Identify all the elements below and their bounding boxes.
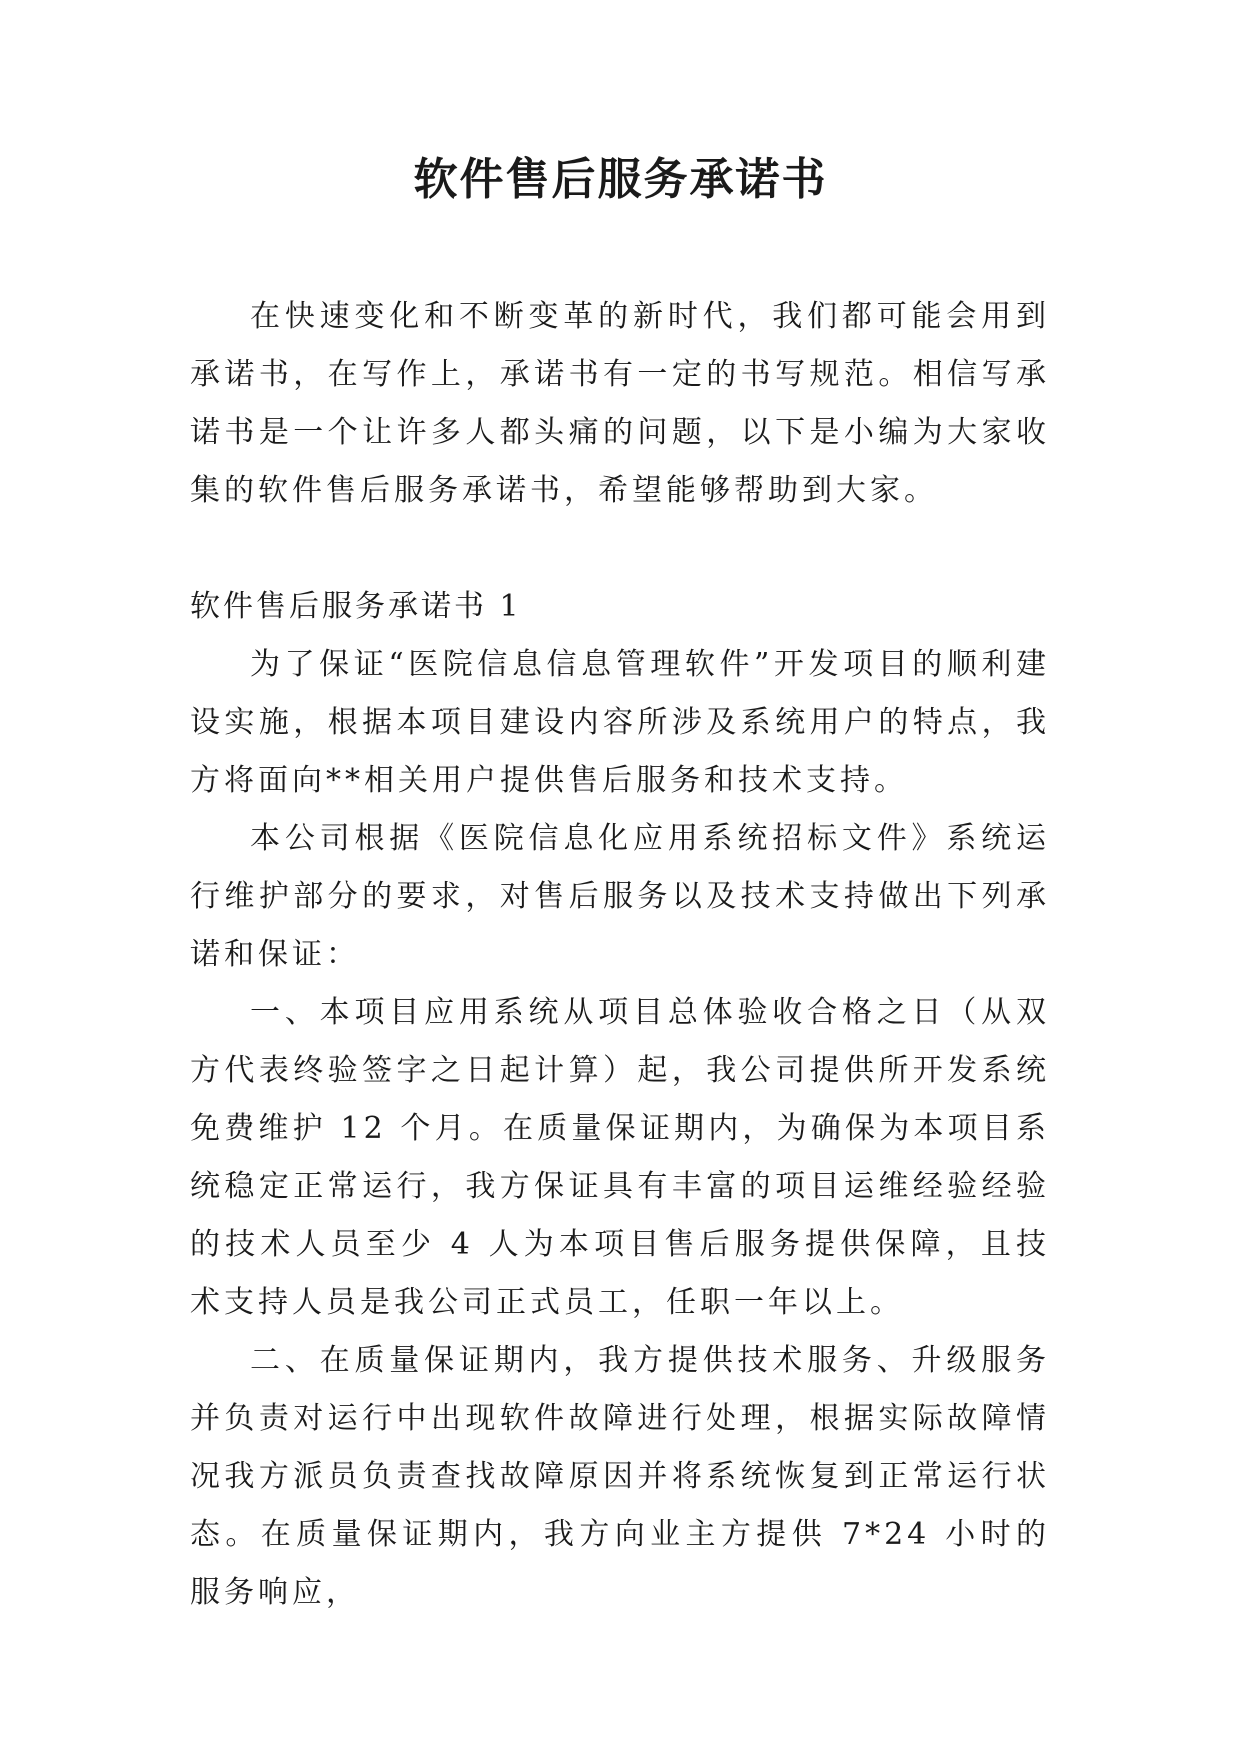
intro-paragraph: 在快速变化和不断变革的新时代，我们都可能会用到承诺书，在写作上，承诺书有一定的书写规范。相信写承诺书是一个让许多人都头痛的问题，以下是小编为大家收集的软件售后服务承诺书，希望能够帮助到大家。 (190, 299, 1050, 508)
document-title: 软件售后服务承诺书 (413, 154, 828, 205)
body-paragraph: 一、本项目应用系统从项目总体验收合格之日（从双方代表终验签字之日起计算）起，我公司提供所开发系统免费维护 12 个月。在质量保证期内，为确保为本项目系统稳定正常运行，我方保证具有丰富的项目运维经验经验的技术人员至少 4 人为本项目售后服务提供保障，且技术支持人员是我公司正式员工，任职一年以上。 (190, 995, 1050, 1320)
section-heading: 软件售后服务承诺书 1 (190, 589, 522, 624)
body-paragraph: 本公司根据《医院信息化应用系统招标文件》系统运行维护部分的要求，对售后服务以及技术支持做出下列承诺和保证： (190, 821, 1050, 972)
body-paragraph: 为了保证“医院信息信息管理软件”开发项目的顺利建设实施，根据本项目建设内容所涉及系统用户的特点，我方将面向**相关用户提供售后服务和技术支持。 (190, 647, 1050, 798)
body-paragraph: 二、在质量保证期内，我方提供技术服务、升级服务并负责对运行中出现软件故障进行处理，根据实际故障情况我方派员负责查找故障原因并将系统恢复到正常运行状态。在质量保证期内，我方向业主方提供 7*24 小时的服务响应， (190, 1343, 1050, 1610)
document-body (190, 288, 1050, 1622)
